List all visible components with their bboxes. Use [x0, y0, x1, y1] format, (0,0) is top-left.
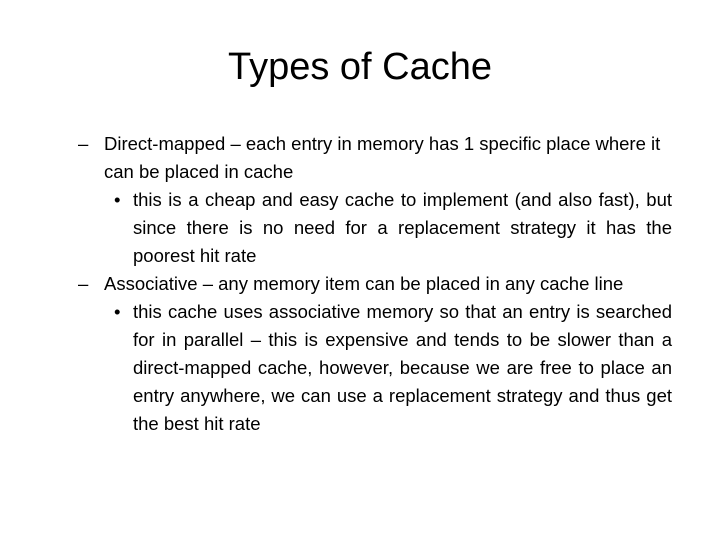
sub-bullet-text: this is a cheap and easy cache to implement (and also fast), but since there is no need for a replacement strategy it has the poorest hit rate [133, 189, 672, 266]
dash-bullet-icon: – [78, 273, 89, 294]
bullet-text: Associative – any memory item can be placed in any cache line [104, 273, 624, 294]
bullet-text: Direct-mapped – each entry in memory has 1 specific place where it can be placed in cache [104, 133, 661, 182]
sub-bullet-direct-mapped [108, 186, 672, 270]
slide-body [78, 130, 672, 438]
sub-bullet-associative [108, 298, 672, 438]
slide-title: Types of Cache [227, 46, 493, 88]
bullet-direct-mapped [78, 130, 672, 186]
dot-bullet-icon: • [114, 301, 121, 322]
sub-bullet-text: this cache uses associative memory so that an entry is searched for in parallel – this is expensive and tends to be slower than a direct-mapped cache, however, because we are free to place an entry anywhere, we can use a replacement strategy and thus get the best hit rate [133, 301, 672, 434]
bullet-associative [78, 270, 672, 298]
dot-bullet-icon: • [114, 189, 121, 210]
dash-bullet-icon: – [78, 133, 89, 154]
